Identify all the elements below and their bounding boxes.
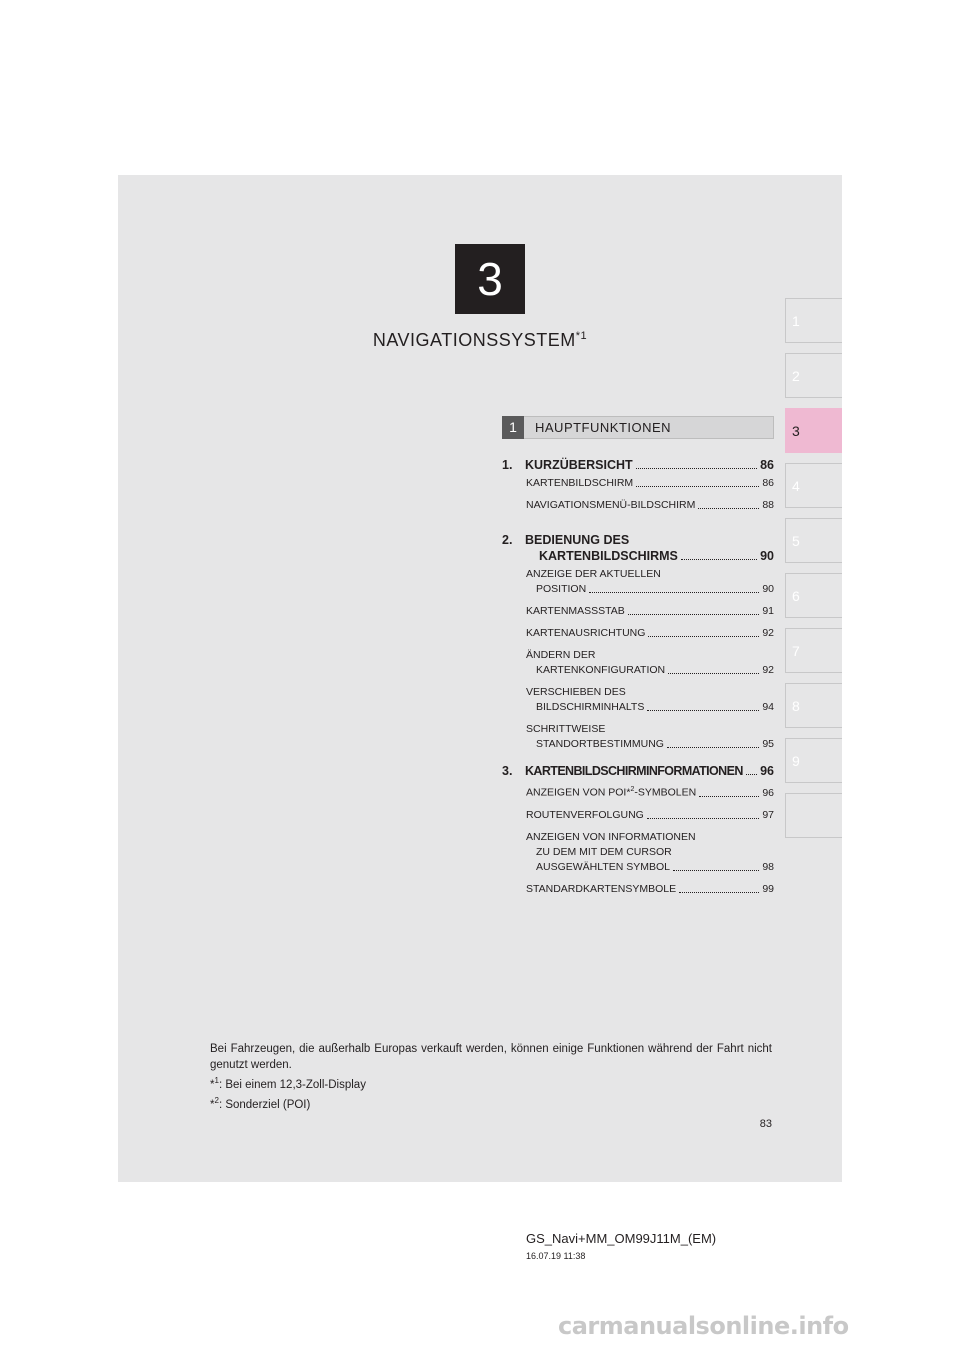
toc-subentry[interactable]: [502, 604, 774, 619]
footnote: [210, 1041, 772, 1113]
toc-subentry-title: SCHRITTWEISE: [526, 723, 606, 735]
footnote-2: [210, 1093, 772, 1113]
document-code: GS_Navi+MM_OM99J11M_(EM): [526, 1231, 717, 1246]
toc-subentry-title: KARTENMASSSTAB: [526, 605, 625, 617]
toc-subentry-title-cont: POSITION: [536, 583, 587, 595]
toc-subentry-title: [526, 782, 696, 801]
toc-subentry-page: 95: [762, 738, 774, 750]
toc-subentry[interactable]: [502, 782, 774, 801]
chapter-tab-9[interactable]: 9: [785, 738, 842, 783]
toc-subentry-page: 94: [762, 701, 774, 713]
chapter-tab-6[interactable]: 6: [785, 573, 842, 618]
toc-subentry-page: 90: [762, 583, 774, 595]
footnote-1-text: : Bei einem 12,3-Zoll-Display: [218, 1078, 366, 1091]
chapter-tab-5[interactable]: 5: [785, 518, 842, 563]
toc-subentry[interactable]: [502, 882, 774, 897]
chapter-tab-3[interactable]: 3: [785, 408, 842, 453]
toc-entry-number: 2.: [502, 533, 513, 547]
chapter-tab-4[interactable]: 4: [785, 463, 842, 508]
toc-entry-page: 90: [760, 549, 774, 563]
chapter-tab-1[interactable]: 1: [785, 298, 842, 343]
chapter-number: 3: [477, 253, 503, 305]
toc-entry-title: KURZÜBERSICHT: [525, 458, 633, 472]
toc-subentry-title-cont: KARTENKONFIGURATION: [536, 664, 666, 676]
toc-subentry-page: 86: [762, 477, 774, 489]
chapter-tabs: [785, 298, 842, 848]
chapter-title: [300, 330, 660, 351]
watermark-logo: carmanualsonline.info: [558, 1312, 849, 1340]
toc-subentry-page: 92: [762, 664, 774, 676]
toc-subentry-title: ANZEIGEN VON INFORMATIONEN: [526, 830, 696, 843]
toc-subentry-page: 97: [762, 808, 774, 821]
toc-subentry-page: 92: [762, 627, 774, 639]
toc-entry-number: 3.: [502, 764, 513, 778]
toc-subentry-page: 91: [762, 605, 774, 617]
toc-subentry-title: KARTENBILDSCHIRM: [526, 477, 634, 489]
chapter-tab-index[interactable]: [785, 793, 842, 838]
footnote-2-sup: 2: [214, 1095, 219, 1105]
toc-entry-number: 1.: [502, 458, 513, 472]
toc-entry-title: KARTENBILDSCHIRMINFORMATIONEN: [525, 764, 743, 778]
section-number: 1: [502, 416, 524, 439]
toc-entry-kartenbildschirminformationen[interactable]: [502, 763, 774, 779]
toc-entry-bedienung[interactable]: [502, 532, 774, 564]
toc-subentry[interactable]: [502, 808, 774, 823]
chapter-number-box: [455, 244, 525, 314]
chapter-title-footnote-mark: *1: [575, 330, 588, 342]
toc-subentry-title-cont: ZU DEM MIT DEM CURSOR: [536, 845, 672, 858]
toc-subentry-title: NAVIGATIONSMENÜ-BILDSCHIRM: [526, 499, 696, 511]
toc-subentry[interactable]: [502, 722, 774, 752]
section-header: [502, 416, 774, 439]
toc-entry-page: 96: [760, 764, 774, 778]
toc-subentry-title: ÄNDERN DER: [526, 649, 596, 661]
toc-subentry-page: 98: [762, 860, 774, 873]
toc-subentry[interactable]: [502, 498, 774, 513]
toc-subentry-footnote-mark: 2: [630, 786, 635, 793]
toc-subentry-title: ROUTENVERFOLGUNG: [526, 808, 644, 821]
toc-subentry[interactable]: [502, 476, 774, 491]
toc-subentry-page: 96: [762, 786, 774, 799]
toc-subentry-page: 88: [762, 499, 774, 511]
footnote-2-text: : Sonderziel (POI): [218, 1098, 311, 1111]
footnote-1-sup: 1: [214, 1076, 219, 1085]
section-label: HAUPTFUNKTIONEN: [535, 420, 672, 435]
page-number: 83: [759, 1118, 772, 1130]
footnote-1: [210, 1073, 772, 1093]
toc-subentry[interactable]: [502, 648, 774, 678]
footnote-1-mark: *: [210, 1078, 215, 1091]
toc-entry-page: 86: [760, 458, 774, 472]
document-date: 16.07.19 11:38: [526, 1251, 586, 1261]
toc-subentry[interactable]: [502, 567, 774, 597]
toc-subentry-title: VERSCHIEBEN DES: [526, 686, 626, 698]
toc-entry-kurzuebersicht[interactable]: [502, 457, 774, 473]
toc-subentry-title-cont: BILDSCHIRMINHALTS: [536, 701, 645, 713]
chapter-title-text: NAVIGATIONSSYSTEM: [372, 330, 576, 350]
toc-subentry[interactable]: [502, 830, 774, 875]
toc-subentry-title: STANDARDKARTENSYMBOLE: [526, 882, 677, 895]
toc-subentry-title: ANZEIGE DER AKTUELLEN: [526, 568, 661, 580]
toc-entry-title-line2: KARTENBILDSCHIRMS: [539, 549, 678, 563]
footnote-text: Bei Fahrzeugen, die außerhalb Europas verkauft werden, können einige Funktionen während der Fahrt nicht genutzt werden.: [210, 1043, 772, 1071]
table-of-contents: [502, 457, 774, 904]
footnote-2-mark: *: [210, 1098, 215, 1111]
toc-subentry[interactable]: [502, 626, 774, 641]
toc-subentry-page: 99: [762, 882, 774, 895]
chapter-tab-7[interactable]: 7: [785, 628, 842, 673]
toc-subentry-title: KARTENAUSRICHTUNG: [526, 627, 646, 639]
chapter-tab-2[interactable]: 2: [785, 353, 842, 398]
toc-subentry-title-pre: ANZEIGEN VON POI*: [526, 786, 631, 799]
toc-entry-title-line1: BEDIENUNG DES: [525, 533, 630, 547]
chapter-tab-8[interactable]: 8: [785, 683, 842, 728]
toc-subentry-title-post: -SYMBOLEN: [634, 786, 697, 799]
toc-subentry-title-cont: AUSGEWÄHLTEN SYMBOL: [536, 860, 670, 873]
toc-subentry[interactable]: [502, 685, 774, 715]
toc-subentry-title-cont: STANDORTBESTIMMUNG: [536, 738, 664, 750]
